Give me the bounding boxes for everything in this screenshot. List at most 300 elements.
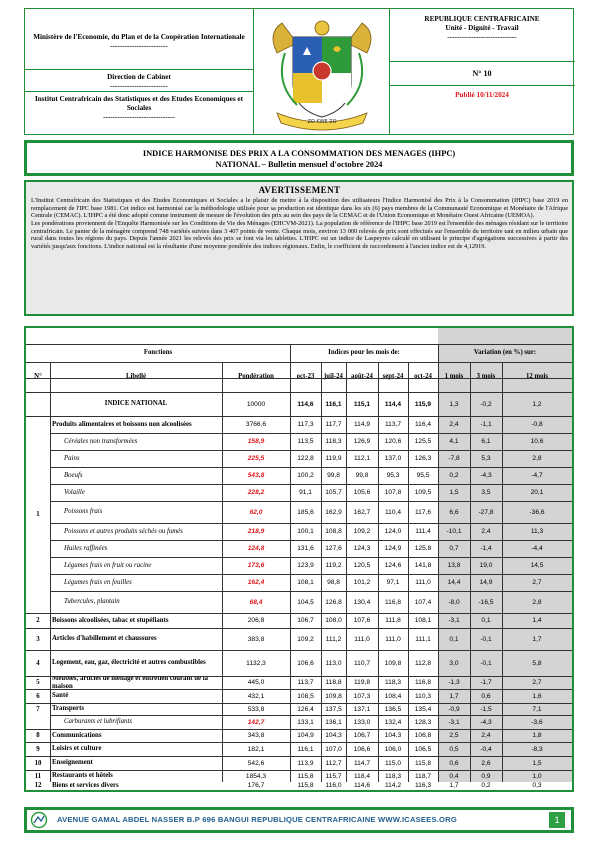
index-value: 126,9 <box>353 438 371 445</box>
grid-line <box>26 742 572 743</box>
grid-line <box>26 416 572 417</box>
national-index-value: 115,1 <box>353 400 371 408</box>
national-weight: 10000 <box>246 400 266 408</box>
sub-item-label: Céréales non transformées <box>64 437 138 445</box>
index-value: 130,4 <box>353 598 371 606</box>
variation-value: 2,7 <box>532 679 542 686</box>
index-value: 101,2 <box>353 579 371 586</box>
index-value: 112,7 <box>325 759 342 767</box>
index-value: 100,1 <box>297 528 314 535</box>
function-number: 6 <box>36 692 40 700</box>
footer <box>24 807 574 833</box>
national-index-value: 114,6 <box>297 400 314 408</box>
header-number: N° <box>34 373 42 381</box>
sub-item-label: Volaille <box>64 488 85 496</box>
index-value: 122,8 <box>297 455 314 462</box>
variation-value: -7,8 <box>448 455 460 462</box>
function-label: Meubles, articles de ménage et entretien courant de la maison <box>52 676 208 689</box>
grid-line <box>50 433 572 434</box>
index-value: 136,5 <box>384 705 402 713</box>
grid-line <box>50 574 572 575</box>
index-value: 113,5 <box>297 438 314 445</box>
variation-value: -10,1 <box>446 528 462 535</box>
function-label: Produits alimentaires et boissons non alcoolisées <box>52 420 192 428</box>
index-value: 108,0 <box>325 617 342 624</box>
variation-value: 1,0 <box>532 772 542 780</box>
variation-value: 0,9 <box>481 772 491 780</box>
grid-line <box>26 392 572 393</box>
index-value: 107,6 <box>353 617 371 624</box>
variation-value: 2,7 <box>532 579 542 586</box>
national-index-value: 115,9 <box>414 400 432 408</box>
index-value: 124,9 <box>384 545 402 552</box>
index-value: 119,8 <box>353 679 370 686</box>
grid-line <box>50 484 572 485</box>
variation-value: 2,8 <box>532 598 542 606</box>
index-value: 111,0 <box>385 635 401 643</box>
index-value: 124,3 <box>353 545 371 552</box>
index-value: 120,5 <box>353 562 371 569</box>
index-value: 133,0 <box>353 718 371 726</box>
index-value: 115,8 <box>297 782 314 789</box>
index-value: 106,6 <box>297 659 314 667</box>
index-value: 116,8 <box>384 598 401 606</box>
header-month: oct-24 <box>414 373 432 381</box>
function-number: 9 <box>36 745 40 753</box>
variation-value: 5,3 <box>481 455 491 462</box>
header-variation: Variation (en %) sur: <box>473 349 537 357</box>
variation-value: 0,7 <box>449 545 459 552</box>
function-label: Articles d'habillement et chaussures <box>52 635 157 643</box>
bulletin-title <box>24 140 574 176</box>
grid-line <box>502 362 503 782</box>
index-value: 110,3 <box>414 692 431 700</box>
national-variation-value: -0,2 <box>480 400 492 408</box>
national-index-value: 114,4 <box>384 400 402 408</box>
index-value: 126,8 <box>325 598 342 606</box>
letterhead <box>24 8 574 135</box>
grid-line <box>26 756 572 757</box>
index-value: 126,4 <box>297 705 314 713</box>
index-value: 135,4 <box>414 705 432 713</box>
variation-value: 0,4 <box>449 772 459 780</box>
index-value: 111,4 <box>415 528 431 535</box>
variation-value: -1,5 <box>480 705 492 713</box>
index-value: 117,6 <box>414 508 431 516</box>
grid-line <box>26 676 572 677</box>
header-month: oct-23 <box>296 373 315 381</box>
index-value: 113,7 <box>384 421 401 428</box>
variation-value: 20,1 <box>530 489 544 496</box>
function-label: Communications <box>52 731 102 739</box>
index-value: 114,6 <box>353 782 370 789</box>
index-value: 137,5 <box>325 705 342 713</box>
index-value: 118,8 <box>325 679 342 686</box>
index-value: 116,3 <box>414 782 431 789</box>
index-value: 115,7 <box>325 772 342 780</box>
index-value: 99,8 <box>355 472 369 479</box>
grid-line <box>50 540 572 541</box>
index-value: 162,9 <box>325 508 342 516</box>
function-label: Transports <box>52 705 84 713</box>
header-fonctions: Fonctions <box>143 349 173 357</box>
grid-line <box>50 715 572 716</box>
index-value: 110,4 <box>384 508 401 516</box>
sub-item-label: Boeufs <box>64 471 83 479</box>
national-variation-value: 1,3 <box>449 400 459 408</box>
index-value: 118,3 <box>384 679 401 686</box>
variation-value: -1,7 <box>480 679 492 686</box>
index-value: 111,8 <box>385 617 401 624</box>
function-number: 8 <box>36 732 40 739</box>
function-label: Logement, eau, gaz, électricité et autres combustibles <box>52 659 206 667</box>
index-value: 109,8 <box>325 692 342 700</box>
index-value: 119,2 <box>325 562 342 569</box>
motto: Unité - Dignité - Travail <box>445 24 519 32</box>
index-value: 113,0 <box>325 659 342 667</box>
warning-paragraph-2: Les pondérations proviennent de l'Enquête Harmonisée sur les Conditions de Vie des Ménages (EHCVM-2021). La population de référence de l'IHPC base 2019 est l'ensemble des ménages résidant sur le territoire centrafricain. Le panier de la ménagère comprend 748 variétés suivies dans 3 407 points de vente. Chaque mois, environ 13 000 relevés de prix sont effectués sur l'ensemble du territoire tant en milieu urbain que rural dans toutes les régions du pays. Depuis l'année 2021 les relevés des prix se font via les tablettes. L'IHPC est un indice de Laspeyres calculé en utilisant le principe d'agrégations successives à partir des variétés jusqu'aux fonctions. L'indice national est la résultante d'une moyenne pondérée des indices régionaux. Enfin, le coefficient de raccordement à l'ancien indice est de 4,12919. <box>31 219 568 250</box>
index-value: 115,8 <box>414 759 431 767</box>
weight-value: 3766,6 <box>245 421 267 428</box>
index-value: 107,0 <box>325 745 342 753</box>
index-value: 108,1 <box>297 579 314 586</box>
variation-value: 19,0 <box>479 562 493 569</box>
function-label: Biens et services divers <box>52 782 119 789</box>
index-value: 105,6 <box>353 489 371 496</box>
index-value: 106,5 <box>414 745 432 753</box>
variation-value: 2,4 <box>449 421 459 428</box>
grid-line <box>50 523 572 524</box>
institute-block <box>29 95 249 122</box>
variation-value: -8,0 <box>448 598 460 606</box>
motto-dots: ----------------------------- <box>447 33 517 41</box>
header-weight: Pondération <box>238 373 274 381</box>
index-value: 128,3 <box>414 718 432 726</box>
variation-value: 14,9 <box>479 579 493 586</box>
weight-value: 432,1 <box>247 692 265 700</box>
index-value: 104,5 <box>297 598 314 606</box>
variation-value: 5,8 <box>532 659 542 667</box>
ministry-block <box>29 33 249 51</box>
variation-value: 2,4 <box>481 732 491 739</box>
icasees-logo-icon <box>29 811 49 829</box>
sub-item-label: Huiles raffinées <box>64 544 108 552</box>
function-number: 11 <box>34 772 42 780</box>
sub-item-label: Tubercules, plantain <box>64 598 120 606</box>
index-value: 107,8 <box>384 489 402 496</box>
variation-value: 0,1 <box>449 635 459 643</box>
index-value: 100,2 <box>297 472 314 479</box>
index-value: 106,0 <box>384 745 402 753</box>
grid-line <box>50 501 572 502</box>
variation-value: -4,4 <box>531 545 543 552</box>
variation-value: 0,6 <box>481 692 491 700</box>
cabinet-name: Direction de Cabinet <box>107 73 171 81</box>
function-label: Santé <box>52 692 69 700</box>
variation-value: 14,5 <box>530 562 544 569</box>
header-indices: Indices pour les mois de: <box>328 349 400 357</box>
index-value: 107,3 <box>353 692 371 700</box>
index-value: 136,1 <box>325 718 342 726</box>
weight-value: 182,1 <box>247 745 265 753</box>
weight-value: 542,6 <box>247 759 265 767</box>
variation-value: 0,2 <box>481 782 491 789</box>
index-value: 106,8 <box>414 732 432 739</box>
variation-value: 2,4 <box>481 528 491 535</box>
national-index-value: 116,1 <box>325 400 342 408</box>
index-value: 125,5 <box>414 438 432 445</box>
variation-value: 1,8 <box>532 732 542 739</box>
footer-address: AVENUE GAMAL ABDEL NASSER B.P 696 BANGUI REPUBLIQUE CENTRAFRICAINE WWW.ICASEES.ORG <box>57 815 457 824</box>
function-label: Enseignement <box>52 759 93 767</box>
index-value: 137,1 <box>353 705 371 713</box>
variation-value: 3,0 <box>449 659 459 667</box>
variation-value: 4,1 <box>449 438 459 445</box>
variation-value: -8,3 <box>531 745 543 753</box>
variation-value: -0,8 <box>531 421 543 428</box>
warning-paragraph-1: L'Institut Centrafricain des Statistiques et des Etudes Economiques et Sociales a le plaisir de mettre à la disposition des utilisateurs l'Indice Harmonisé des Prix à la Consommation (IHPC) base 2019 en remplacement de l'IPC base 1981. Cet indice est harmonisé car la méthodologie utilisée pour sa production est identique dans les six (6) pays membres de la Communauté Economique et Monétaire de l'Afrique Centrale (CEMAC). L'IHPC a été donc adopté comme instrument de mesure de l'évolution des prix au sein des pays de la CEMAC et de l'Union Economique et Monétaire Ouest Africaine (UEMOA). <box>31 196 568 220</box>
title-line-1: INDICE HARMONISE DES PRIX A LA CONSOMMATION DES MENAGES (IHPC) <box>142 149 456 158</box>
index-value: 111,0 <box>415 579 431 586</box>
variation-value: 1,4 <box>532 617 542 624</box>
index-value: 97,1 <box>386 579 400 586</box>
cabinet-block <box>29 73 249 91</box>
index-value: 98,8 <box>327 579 340 586</box>
index-value: 104,9 <box>297 732 314 739</box>
variation-value: -3,6 <box>531 718 543 726</box>
warning-heading: AVERTISSEMENT <box>258 185 341 195</box>
index-value: 117,7 <box>325 421 342 428</box>
index-value: 111,1 <box>415 635 431 643</box>
title-line-2: NATIONAL – Bulletin mensuel d'octobre 2024 <box>215 159 383 169</box>
variation-value: 3,5 <box>481 489 491 496</box>
function-number: 12 <box>34 782 42 789</box>
index-value: 118,3 <box>384 772 401 780</box>
index-value: 123,9 <box>297 562 314 569</box>
function-number: 3 <box>36 635 40 643</box>
index-value: 113,9 <box>297 759 314 767</box>
index-value: 124,6 <box>384 562 402 569</box>
weight-value: 162,4 <box>247 579 265 586</box>
variation-value: 1,7 <box>449 692 459 700</box>
index-value: 112,1 <box>353 455 370 462</box>
national-index-label: INDICE NATIONAL <box>104 400 168 408</box>
publication-date: Publié 10/11/2024 <box>455 91 509 99</box>
grid-line <box>50 557 572 558</box>
index-value: 118,4 <box>353 772 370 780</box>
index-value: 141,8 <box>414 562 432 569</box>
index-value: 114,7 <box>353 759 370 767</box>
variation-value: 2,8 <box>532 455 542 462</box>
index-value: 116,0 <box>325 782 342 789</box>
index-value: 109,5 <box>414 489 432 496</box>
header-month: sept-24 <box>382 373 404 381</box>
index-value: 119,9 <box>325 455 342 462</box>
index-value: 111,0 <box>354 635 370 643</box>
index-value: 109,2 <box>297 635 314 643</box>
index-value: 112,8 <box>414 659 431 667</box>
sub-item-label: Carburants et lubrifiants <box>64 718 132 726</box>
function-number: 2 <box>36 617 40 624</box>
variation-value: -0,4 <box>480 745 492 753</box>
grid-line <box>26 689 572 690</box>
index-value: 114,9 <box>353 421 370 428</box>
index-value: 111,2 <box>325 635 342 643</box>
index-value: 118,7 <box>414 772 431 780</box>
header-month: août-24 <box>351 373 373 381</box>
grid-line <box>50 362 51 782</box>
grid-line <box>438 344 439 782</box>
function-number: 7 <box>36 705 40 713</box>
index-value: 105,7 <box>325 489 342 496</box>
variation-value: -4,7 <box>531 472 543 479</box>
index-value: 131,6 <box>297 545 314 552</box>
index-value: 108,4 <box>384 692 402 700</box>
weight-value: 218,9 <box>247 528 265 535</box>
weight-value: 225,5 <box>247 455 265 462</box>
variation-value: 6,1 <box>481 438 491 445</box>
function-label: Boissons alcoolisées, tabac et stupéfiants <box>52 616 169 624</box>
index-value: 104,3 <box>384 732 402 739</box>
sub-item-label: Pains <box>64 454 80 462</box>
variation-value: 1,5 <box>532 759 542 767</box>
grid-line <box>26 378 572 379</box>
weight-value: 343,8 <box>247 732 265 739</box>
variation-value: 0,6 <box>449 759 459 767</box>
index-value: 106,7 <box>297 617 314 624</box>
index-value: 109,8 <box>384 659 402 667</box>
index-value: 133,1 <box>297 718 314 726</box>
variation-value: 2,6 <box>481 759 491 767</box>
variation-value: -1,1 <box>480 421 492 428</box>
bulletin-number: N° 10 <box>472 69 492 78</box>
index-value: 137,0 <box>384 455 402 462</box>
grid-line <box>321 362 322 782</box>
index-value: 114,2 <box>384 782 401 789</box>
ministry-name: Ministère de l'Economie, du Plan et de la Coopération Internationale <box>33 33 245 41</box>
variation-value: 14,4 <box>447 579 461 586</box>
variation-value: 13,8 <box>447 562 461 569</box>
variation-value: -4,3 <box>480 472 492 479</box>
header-variation-period: 12 mois <box>525 373 549 381</box>
variation-value: 1,5 <box>449 489 459 496</box>
variation-value: -0,9 <box>448 705 460 713</box>
institute-name: Institut Centrafricain des Statistiques et des Etudes Economiques et Sociales <box>34 95 244 112</box>
weight-value: 124,8 <box>247 545 265 552</box>
weight-value: 228,2 <box>247 489 265 496</box>
index-value: 116,4 <box>414 421 431 428</box>
function-number: 5 <box>36 679 40 686</box>
weight-value: 1854,3 <box>245 772 267 780</box>
function-number: 1 <box>36 511 40 518</box>
weight-value: 173,6 <box>247 562 265 569</box>
page-number: 1 <box>549 812 565 828</box>
grid-line <box>50 591 572 592</box>
header-label: Libellé <box>125 373 146 381</box>
index-value: 115,8 <box>297 772 314 780</box>
function-label: Restaurants et hôtels <box>52 772 113 780</box>
weight-value: 142,7 <box>247 718 265 726</box>
variation-value: 0,5 <box>449 745 459 753</box>
variation-value: -1,3 <box>448 679 460 686</box>
variation-value: 1,7 <box>532 635 542 643</box>
national-variation-value: 1,2 <box>532 400 542 408</box>
variation-value: 0,1 <box>481 617 491 624</box>
warning-box <box>24 180 574 316</box>
index-value: 120,6 <box>384 438 402 445</box>
grid-line <box>222 362 223 782</box>
variation-value: -1,4 <box>480 545 492 552</box>
variation-value: 11,3 <box>530 528 544 535</box>
price-index-table <box>24 326 574 792</box>
grid-line <box>26 362 572 363</box>
grid-line <box>26 344 572 345</box>
weight-value: 533,8 <box>247 705 265 713</box>
index-value: 126,3 <box>414 455 432 462</box>
index-value: 106,6 <box>353 745 371 753</box>
variation-value: -4,3 <box>480 718 492 726</box>
grid-line <box>470 362 471 782</box>
variation-value: -3,1 <box>448 617 460 624</box>
variation-value: 2,5 <box>449 732 459 739</box>
index-value: 106,7 <box>353 732 371 739</box>
function-label: Loisirs et culture <box>52 745 102 753</box>
weight-value: 158,9 <box>247 438 265 445</box>
index-value: 116,1 <box>297 745 314 753</box>
ministry-dots: ------------------------ <box>110 42 168 50</box>
sub-item-label: Poissons et autres produits séchés ou fumés <box>64 527 183 535</box>
weight-value: 206,8 <box>247 617 265 624</box>
variation-value: 10,6 <box>530 438 544 445</box>
index-value: 91,1 <box>299 489 312 496</box>
index-value: 107,4 <box>414 598 432 606</box>
header-variation-period: 1 mois <box>444 373 464 381</box>
weight-value: 62,0 <box>249 508 263 516</box>
coat-of-arms-icon <box>257 13 387 131</box>
index-value: 117,3 <box>297 421 314 428</box>
variation-value: -0,1 <box>480 659 492 667</box>
index-value: 127,6 <box>325 545 342 552</box>
header-variation-period: 3 mois <box>476 373 496 381</box>
variation-value: 6,6 <box>449 508 459 516</box>
cabinet-dots: ------------------------ <box>110 82 168 90</box>
index-value: 108,8 <box>325 528 342 535</box>
weight-value: 1132,3 <box>246 659 266 667</box>
variation-value: -0,1 <box>480 635 492 643</box>
index-value: 162,7 <box>353 508 371 516</box>
grid-line <box>26 628 572 629</box>
variation-value: 0,2 <box>449 472 459 479</box>
grid-line <box>26 729 572 730</box>
grid-line <box>378 362 379 782</box>
function-number: 10 <box>34 759 42 767</box>
institute-dots: ------------------------------ <box>103 113 175 121</box>
republic-name: REPUBLIQUE CENTRAFRICAINE <box>424 15 540 23</box>
grid-line <box>50 467 572 468</box>
sub-item-label: Poissons frais <box>64 508 103 516</box>
variation-value: -16,5 <box>478 598 494 606</box>
seal-banner-text: ZO KWE ZO <box>307 119 337 125</box>
grid-line <box>26 613 572 614</box>
weight-value: 383,8 <box>247 635 265 643</box>
index-value: 109,2 <box>353 528 371 535</box>
index-value: 125,8 <box>414 545 432 552</box>
index-value: 116,8 <box>414 679 431 686</box>
index-value: 99,8 <box>327 472 340 479</box>
function-number: 4 <box>36 659 40 667</box>
index-value: 110,7 <box>353 659 370 667</box>
index-value: 113,7 <box>297 679 314 686</box>
